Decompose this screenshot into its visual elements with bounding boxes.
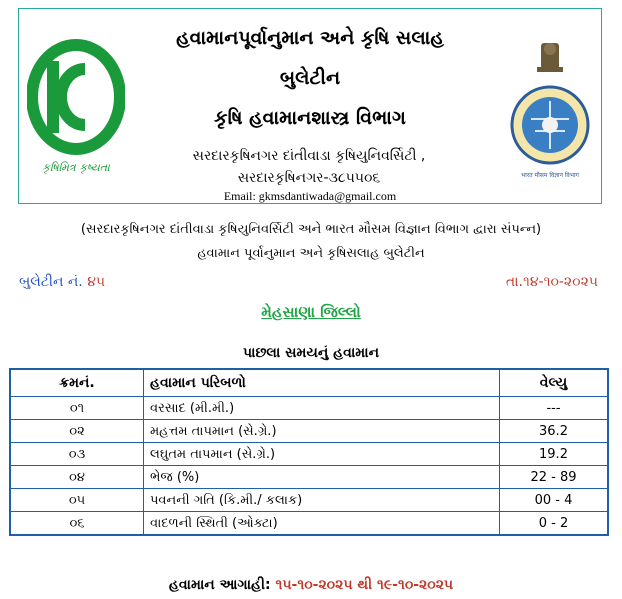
- table-row: [10, 443, 608, 466]
- parameter-cell: પવનની ગતિ (કિ.મી./ કલાક): [144, 489, 500, 512]
- serial-cell: ૦૪: [10, 466, 144, 489]
- bulletin-subtitle: બુલેટીન: [279, 67, 341, 89]
- past-weather-heading: પાછલા સમયનું હવામાન: [242, 345, 380, 361]
- table-row: [10, 466, 608, 489]
- partner-line: (સરદારકૃષિનગર દાંતીવાડા કૃષિયુનિવર્સિટી અને ભારત મૌસમ વિજ્ઞાન વિભાગ દ્વારા સંપન્ન): [80, 222, 542, 237]
- column-header: વેલ્યુ: [500, 369, 609, 397]
- sub-bulletin-title: હવામાન પૂર્વાનુમાન અને કૃષિસલાહ બુલેટીન: [197, 246, 425, 261]
- email: Email: gkmsdantiwada@gmail.com: [223, 189, 397, 203]
- table-row: [10, 397, 608, 420]
- bulletin-number: [19, 274, 105, 290]
- value-cell: ---: [500, 397, 609, 420]
- serial-cell: ૦૫: [10, 489, 144, 512]
- bulletin-number-label: બુલેટીન નં.: [19, 274, 83, 290]
- column-header: ક્રમનં.: [10, 369, 144, 397]
- forecast-range: ૧૫-૧૦-૨૦૨૫ થી ૧૯-૧૦-૨૦૨૫: [275, 577, 454, 593]
- parameter-cell: ભેજ (%): [144, 466, 500, 489]
- header-box: [18, 8, 602, 204]
- table-row: [10, 489, 608, 512]
- university-logo-caption: કૃષિમિત્ર કૃષ્યતા: [42, 161, 110, 174]
- forecast-heading: [0, 577, 622, 593]
- bulletin-number-value: ૪૫: [87, 274, 106, 290]
- parameter-cell: વરસાદ (મી.મી.): [144, 397, 500, 420]
- imd-logo-caption: भारत मौसम विज्ञान विभाग: [521, 172, 579, 179]
- parameter-cell: લઘુતમ તાપમાન (સે.ગ્રે.): [144, 443, 500, 466]
- serial-cell: ૦૩: [10, 443, 144, 466]
- table-row: [10, 512, 608, 536]
- serial-cell: ૦૨: [10, 420, 144, 443]
- bulletin-title: હવામાનપૂર્વાનુમાન અને કૃષિ સલાહ: [176, 27, 444, 49]
- past-weather-table: [9, 368, 609, 536]
- value-cell: 22 - 89: [500, 466, 609, 489]
- serial-cell: ૦૬: [10, 512, 144, 536]
- district-name: મેહસાણા જિલ્લો: [261, 303, 361, 321]
- imd-logo: [509, 41, 591, 181]
- department-name: કૃષિ હવામાનશાસ્ત્ર વિભાગ: [214, 107, 406, 129]
- value-cell: 36.2: [500, 420, 609, 443]
- serial-cell: ૦૧: [10, 397, 144, 420]
- parameter-cell: વાદળની સ્થિતી (ઓક્ટા): [144, 512, 500, 536]
- column-header: હવામાન પરિબળો: [144, 369, 500, 397]
- parameter-cell: મહત્તમ તાપમાન (સે.ગ્રે.): [144, 420, 500, 443]
- forecast-label: હવામાન આગાહી:: [168, 577, 271, 593]
- bulletin-date: તા.૧૪-૧૦-૨૦૨૫: [505, 274, 598, 290]
- table-row: [10, 420, 608, 443]
- value-cell: 19.2: [500, 443, 609, 466]
- table-header-row: [10, 369, 608, 397]
- address: સરદારકૃષિનગર દાંતીવાડા કૃષિયુનિવર્સિટી , સરદારકૃષિનગર-૩૮૫૫૦૬: [192, 148, 426, 186]
- value-cell: 00 - 4: [500, 489, 609, 512]
- value-cell: 0 - 2: [500, 512, 609, 536]
